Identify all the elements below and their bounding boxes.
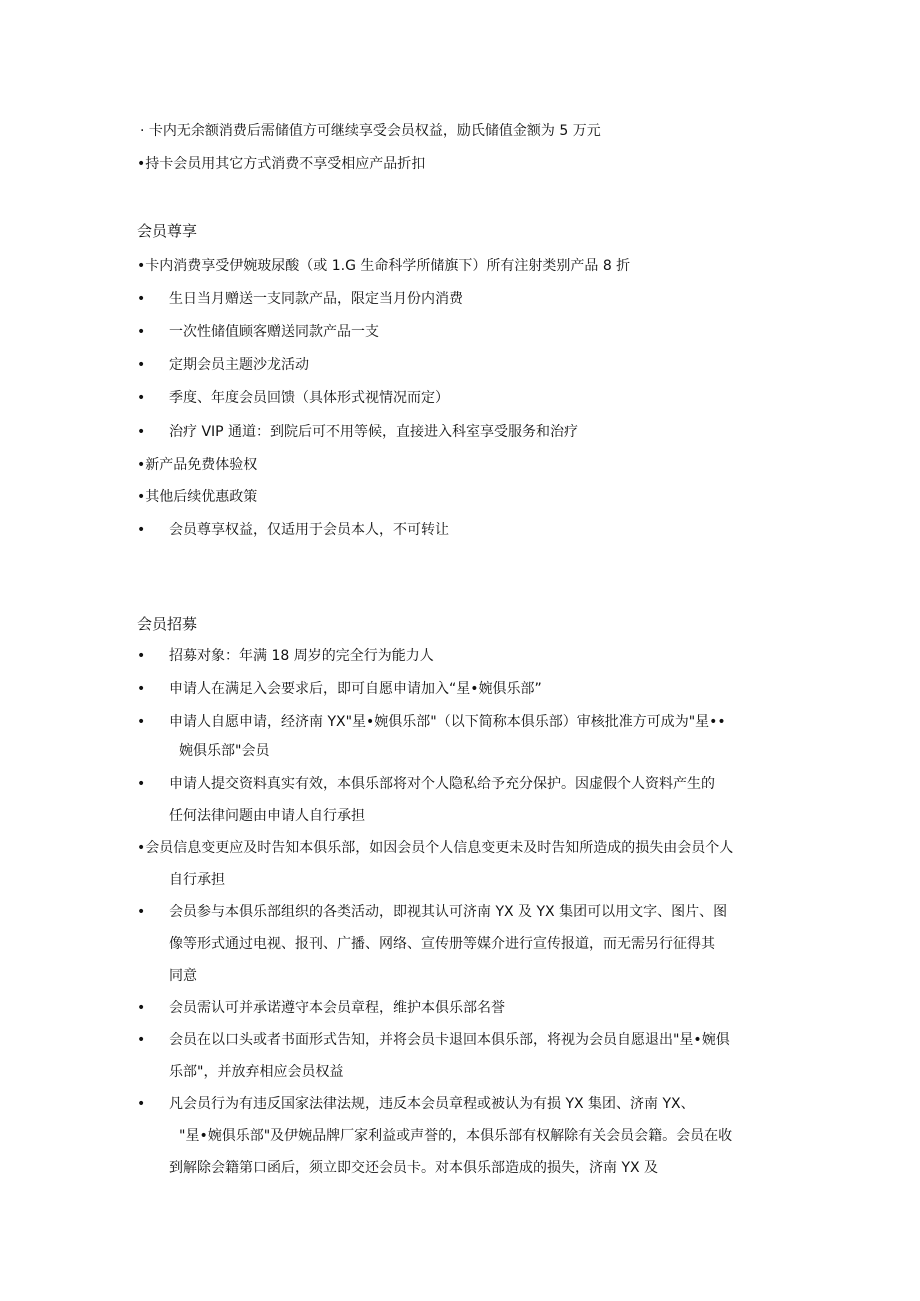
vip-item-9: 会员尊享权益，仅适用于会员本人，不可转让 [169, 522, 449, 538]
bullet-marker: • [137, 324, 146, 340]
recruit-item-7: 会员需认可并承诺遵守本会员章程，维护本俱乐部名誉 [169, 1000, 505, 1016]
bullet-marker: • [137, 1032, 146, 1048]
recruit-item-5-cont: 自行承担 [169, 872, 225, 888]
vip-item-7: •新产品免费体验权 [137, 457, 258, 473]
bullet-marker: • [137, 1000, 146, 1016]
bullet-marker: • [137, 291, 146, 307]
recruit-item-9-cont2: 到解除会籍第口函后，须立即交还会员卡。对本俱乐部造成的损失，济南 YX 及 [169, 1160, 659, 1176]
vip-item-5: 季度、年度会员回馈（具体形式视情况而定） [169, 390, 449, 406]
bullet-marker: • [137, 904, 146, 920]
bullet-marker: • [137, 390, 146, 406]
recruit-item-6-cont2: 同意 [169, 968, 197, 984]
recruit-item-3: 申请人自愿申请，经济南 YX"星•婉俱乐部"（以下简称本俱乐部）审核批准方可成为"星•• [169, 714, 726, 730]
bullet-marker: • [137, 1096, 146, 1112]
bullet-marker: • [137, 681, 146, 697]
recruit-item-3-cont: 婉俱乐部"会员 [179, 743, 270, 759]
recruit-item-9-cont1: "星•婉俱乐部"及伊婉品牌厂家利益或声誉的，本俱乐部有权解除有关会员会籍。会员在收 [179, 1128, 733, 1144]
recruit-item-1: 招募对象：年满 18 周岁的完全行为能力人 [169, 648, 434, 664]
vip-item-8: •其他后续优惠政策 [137, 489, 258, 505]
bullet-marker: • [137, 522, 146, 538]
vip-item-1: •卡内消费享受伊婉玻尿酸（或 1.G 生命科学所储旗下）所有注射类别产品 8 折 [137, 258, 631, 274]
top-line-2: •持卡会员用其它方式消费不享受相应产品折扣 [137, 156, 426, 172]
vip-item-4: 定期会员主题沙龙活动 [169, 357, 309, 373]
top-line-1: · 卡内无余额消费后需储值方可继续享受会员权益，励氏储值金额为 5 万元 [140, 123, 601, 139]
bullet-marker: • [137, 357, 146, 373]
recruit-item-8-cont: 乐部"，并放弃相应会员权益 [169, 1064, 344, 1080]
bullet-marker: • [137, 648, 146, 664]
bullet-marker: • [137, 776, 146, 792]
section-title-vip: 会员尊享 [137, 222, 198, 240]
recruit-item-6: 会员参与本俱乐部组织的各类活动，即视其认可济南 YX 及 YX 集团可以用文字、图片、图 [169, 904, 728, 920]
bullet-marker: • [137, 424, 146, 440]
recruit-item-4-cont: 任何法律问题由申请人自行承担 [169, 808, 365, 824]
vip-item-6: 治疗 VIP 通道：到院后可不用等候，直接进入科室享受服务和治疗 [169, 424, 579, 440]
recruit-item-8: 会员在以口头或者书面形式告知，并将会员卡退回本俱乐部，将视为会员自愿退出"星•婉俱 [169, 1032, 730, 1048]
recruit-item-5: •会员信息变更应及时告知本俱乐部，如因会员个人信息变更未及时告知所造成的损失由会员个人 [137, 840, 734, 856]
recruit-item-9: 凡会员行为有违反国家法律法规，违反本会员章程或被认为有损 YX 集团、济南 YX、 [169, 1096, 695, 1112]
vip-item-3: 一次性储值顾客赠送同款产品一支 [169, 324, 379, 340]
recruit-item-4: 申请人提交资料真实有效，本俱乐部将对个人隐私给予充分保护。因虚假个人资料产生的 [169, 776, 715, 792]
recruit-item-6-cont1: 像等形式通过电视、报刊、广播、网络、宣传册等媒介进行宣传报道，而无需另行征得其 [169, 936, 715, 952]
bullet-marker: • [137, 714, 146, 730]
section-title-recruit: 会员招募 [137, 615, 198, 633]
recruit-item-2: 申请人在满足入会要求后，即可自愿申请加入“星•婉俱乐部” [169, 681, 542, 697]
vip-item-2: 生日当月赠送一支同款产品，限定当月份内消费 [169, 291, 463, 307]
